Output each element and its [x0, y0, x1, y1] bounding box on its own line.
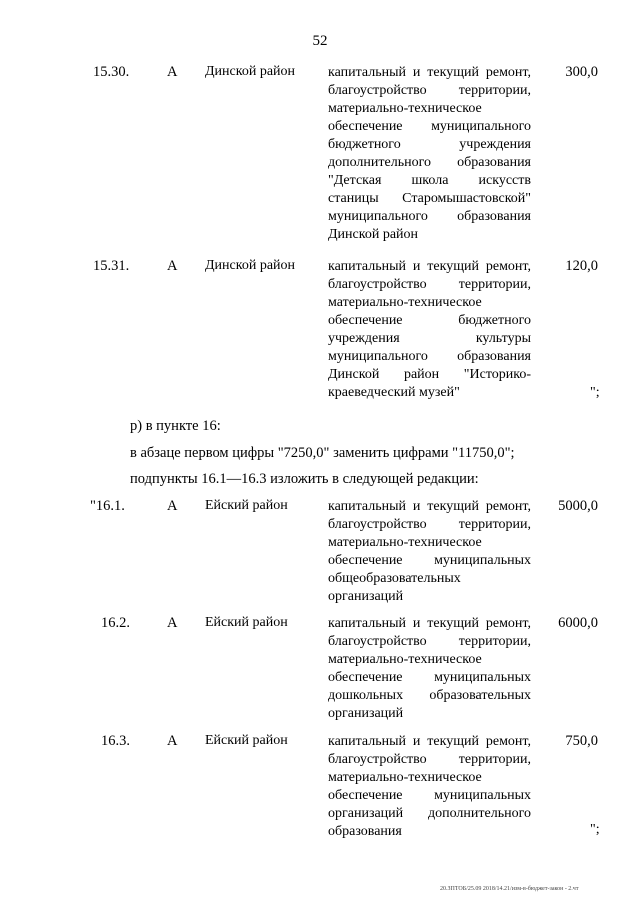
row-amount: 6000,0 — [558, 615, 598, 631]
row-district: Ейский район — [205, 733, 288, 748]
row-description: капитальный и текущий ремонт, благоустройство территории, материально-техническое обеспечение бюджетного учреждения культуры муниципального образования Динской район "Историко-краеведческий музей" — [328, 259, 531, 400]
paragraph: в абзаце первом цифры "7250,0" заменить цифрами "11750,0"; — [130, 445, 515, 461]
paragraph: подпункты 16.1—16.3 изложить в следующей редакции: — [130, 471, 479, 487]
row-district: Ейский район — [205, 498, 288, 513]
footer-filename: 20.ЗПТОБ/25.09 2018/14.21/изм-в-бюджет-закон - 2.чт — [440, 886, 579, 892]
row-district: Ейский район — [205, 615, 288, 630]
row-district: Динской район — [205, 258, 296, 273]
row-number: 16.2. — [101, 615, 130, 631]
row-description: капитальный и текущий ремонт, благоустройство территории, материально-техническое обеспечение муниципальных дошкольных образовательных организаций — [328, 616, 531, 721]
row-description: капитальный и текущий ремонт, благоустройство территории, материально-техническое обеспечение муниципальных организаций дополнительного образования — [328, 734, 531, 839]
row-category: А — [167, 733, 178, 749]
row-amount: 120,0 — [565, 258, 598, 274]
row-amount: 5000,0 — [558, 498, 598, 514]
row-amount: 300,0 — [565, 64, 598, 80]
row-description: капитальный и текущий ремонт, благоустройство территории, материально-техническое обеспечение муниципального бюджетного учреждения дополнительного образования "Детская школа искусств станицы Старомышастовской" муниципального образования Динской район — [328, 65, 531, 242]
row-number: 16.3. — [101, 733, 130, 749]
row-number: 15.31. — [93, 258, 130, 274]
row-number: "16.1. — [90, 498, 125, 514]
row-category: А — [167, 258, 178, 274]
paragraph: р) в пункте 16: — [130, 418, 221, 434]
closing-quote: "; — [590, 822, 600, 837]
row-category: А — [167, 64, 178, 80]
row-category: А — [167, 498, 178, 514]
closing-quote: "; — [590, 385, 600, 400]
page-number: 52 — [312, 33, 328, 49]
row-district: Динской район — [205, 64, 296, 79]
row-number: 15.30. — [93, 64, 130, 80]
row-amount: 750,0 — [565, 733, 598, 749]
row-description: капитальный и текущий ремонт, благоустройство территории, материально-техническое обеспечение муниципальных общеобразовательных организаций — [328, 499, 531, 604]
row-category: А — [167, 615, 178, 631]
